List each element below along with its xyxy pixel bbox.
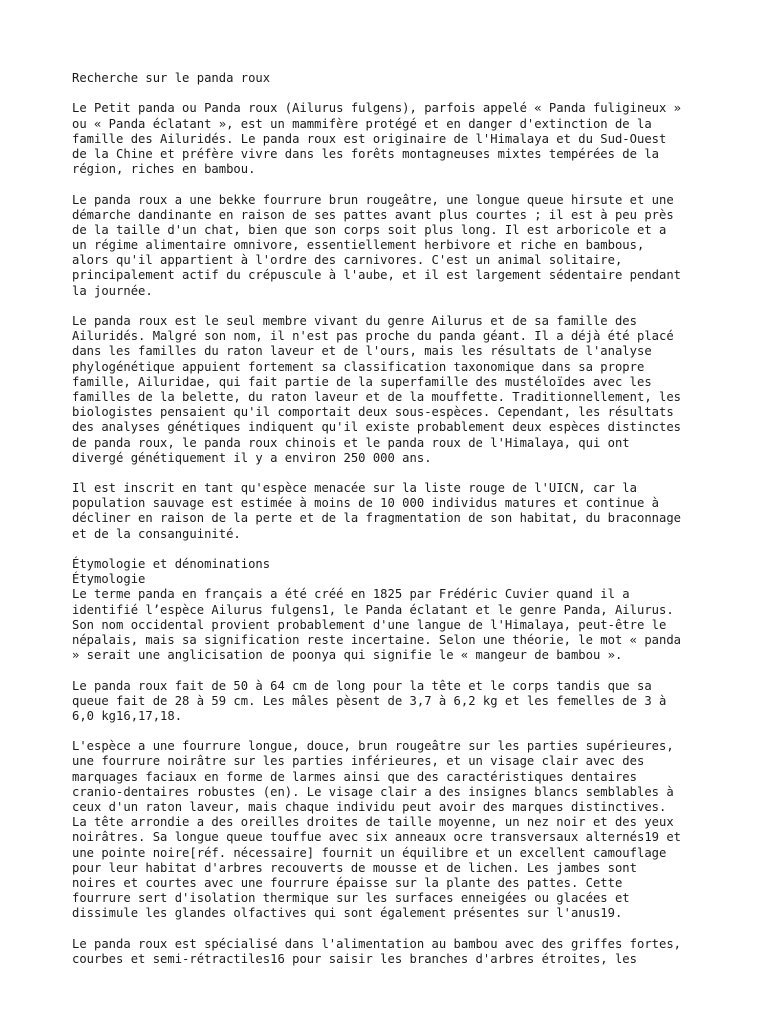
paragraph-line: population sauvage est estimée à moins de 10 000 individus matures et continue à [72, 496, 659, 511]
paragraph-line: principalement actif du crépuscule à l'aube, et il est largement sédentaire pendant [72, 268, 682, 283]
paragraph-line: dissimule les glandes olfactives qui sont également présentes sur l'anus19. [72, 906, 623, 921]
paragraph-line: Il est inscrit en tant qu'espèce menacée sur la liste rouge de l'UICN, car la [72, 481, 637, 496]
paragraph-line: » serait une anglicisation de poonya qui signifie le « mangeur de bambou ». [72, 648, 623, 663]
paragraph-line: biologistes pensaient qu'il comportait deux sous-espèces. Cependant, les résultats [72, 405, 674, 420]
paragraph-line: et de la consanguinité. [72, 526, 241, 541]
paragraph-spacer [72, 299, 712, 314]
paragraph-line: pour leur habitat d'arbres recouverts de mousse et de lichen. Les jambes sont [72, 860, 637, 875]
paragraph-line: de la taille d'un chat, bien que son corps soit plus long. Il est arboricole et a [72, 222, 667, 237]
document-title: Recherche sur le panda roux [72, 71, 271, 85]
paragraph-line: des analyses génétiques indiquent qu'il existe probablement deux espèces distinctes [72, 420, 682, 435]
paragraph [72, 101, 712, 177]
paragraph-line: famille des Ailuridés. Le panda roux est originaire de l'Himalaya et du Sud-Ouest [72, 131, 667, 146]
paragraph-line: noirâtres. Sa longue queue touffue avec six anneaux ocre transversaux alternés19 et [72, 830, 682, 845]
paragraph-line: identifié l’espèce Ailurus fulgens1, le Panda éclatant et le genre Panda, Ailurus. [72, 602, 674, 617]
paragraph-line: ceux d'un raton laveur, mais chaque individu peut avoir des marques distinctives. [72, 800, 667, 814]
paragraph-line: Ailuridés. Malgré son nom, il n'est pas proche du panda géant. Il a déjà été placé [72, 329, 674, 344]
paragraph-line: courbes et semi-rétractiles16 pour saisir les branches d'arbres étroites, les [72, 951, 637, 966]
paragraph-spacer [72, 922, 712, 937]
paragraph-spacer [72, 177, 712, 192]
paragraph-line: famille, Ailuridae, qui fait partie de la superfamille des mustéloïdes avec les [72, 374, 652, 389]
paragraph-line: Le Petit panda ou Panda roux (Ailurus fulgens), parfois appelé « Panda fuligineux » [72, 101, 682, 116]
paragraph-line: L'espèce a une fourrure longue, douce, brun rougeâtre sur les parties supérieures, [72, 739, 674, 754]
paragraph-line: ou « Panda éclatant », est un mammifère protégé et en danger d'extinction de la [72, 116, 652, 131]
paragraph [72, 937, 712, 967]
paragraph [72, 557, 712, 663]
paragraph-line: Son nom occidental provient probablement d'une langue de l'Himalaya, peut-être le [72, 617, 667, 632]
paragraph-line: Étymologie [72, 572, 146, 587]
paragraph-line: cranio-dentaires robustes (en). Le visage clair a des insignes blancs semblables à [72, 784, 674, 799]
paragraph [72, 481, 712, 542]
paragraph-spacer [72, 86, 712, 101]
paragraph-line: La tête arrondie a des oreilles droites de taille moyenne, un nez noir et des yeux [72, 815, 674, 830]
paragraph-spacer [72, 542, 712, 557]
paragraph-line: de panda roux, le panda roux chinois et le panda roux de l'Himalaya, qui ont [72, 435, 630, 450]
paragraph-line: alors qu'il appartient à l'ordre des carnivores. C'est un animal solitaire, [72, 253, 623, 268]
paragraph-line: région, riches en bambou. [72, 162, 256, 177]
paragraph-line: la journée. [72, 283, 153, 298]
paragraph [72, 739, 712, 921]
paragraph-line: de la Chine et préfère vivre dans les forêts montagneuses mixtes tempérées de la [72, 146, 659, 161]
paragraph-line: Le terme panda en français a été créé en 1825 par Frédéric Cuvier quand il a [72, 587, 630, 602]
document-page [72, 71, 712, 967]
paragraph [72, 193, 712, 299]
paragraph-line: Le panda roux est le seul membre vivant du genre Ailurus et de sa famille des [72, 314, 637, 328]
paragraph-spacer [72, 466, 712, 481]
paragraph-line: un régime alimentaire omnivore, essentiellement herbivore et riche en bambous, [72, 238, 645, 253]
paragraph-line: 6,0 kg16,17,18. [72, 708, 183, 723]
paragraph-line: Le panda roux fait de 50 à 64 cm de long pour la tête et le corps tandis que sa [72, 678, 652, 693]
paragraph-line: Le panda roux est spécialisé dans l'alimentation au bambou avec des griffes fortes, [72, 936, 682, 951]
paragraph-spacer [72, 663, 712, 678]
paragraph-line: une fourrure noirâtre sur les parties inférieures, et un visage clair avec des [72, 754, 645, 769]
paragraph-line: une pointe noire[réf. nécessaire] fournit un équilibre et un excellent camouflage [72, 845, 667, 860]
paragraph-line: Étymologie et dénominations [72, 557, 271, 571]
paragraph-line: dans les familles du raton laveur et de l'ours, mais les résultats de l'analyse [72, 344, 652, 359]
paragraph-line: Le panda roux a une bekke fourrure brun rougeâtre, une longue queue hirsute et une [72, 192, 674, 207]
paragraph-line: phylogénétique appuient fortement sa classification taxonomique dans sa propre [72, 359, 645, 374]
paragraph-line: fourrure sert d'isolation thermique sur les surfaces enneigées ou glacées et [72, 891, 630, 906]
paragraph-line: divergé génétiquement il y a environ 250 000 ans. [72, 450, 432, 465]
paragraph-line: familles de la belette, du raton laveur et de la mouffette. Traditionnellement, les [72, 389, 682, 404]
paragraph-line: décliner en raison de la perte et de la fragmentation de son habitat, du braconnage [72, 511, 682, 526]
paragraph-line: népalais, mais sa signification reste incertaine. Selon une théorie, le mot « panda [72, 632, 682, 647]
paragraph-line: marquages faciaux en forme de larmes ainsi que des caractéristiques dentaires [72, 769, 637, 784]
paragraph-line: noires et courtes avec une fourrure épaisse sur la plante des pattes. Cette [72, 875, 623, 890]
paragraph [72, 679, 712, 725]
paragraph-line: démarche dandinante en raison de ses pattes avant plus courtes ; il est à peu près [72, 207, 674, 222]
paragraph [72, 314, 712, 466]
document-body [72, 101, 712, 967]
paragraph-line: queue fait de 28 à 59 cm. Les mâles pèsent de 3,7 à 6,2 kg et les femelles de 3 à [72, 693, 667, 708]
paragraph-spacer [72, 724, 712, 739]
